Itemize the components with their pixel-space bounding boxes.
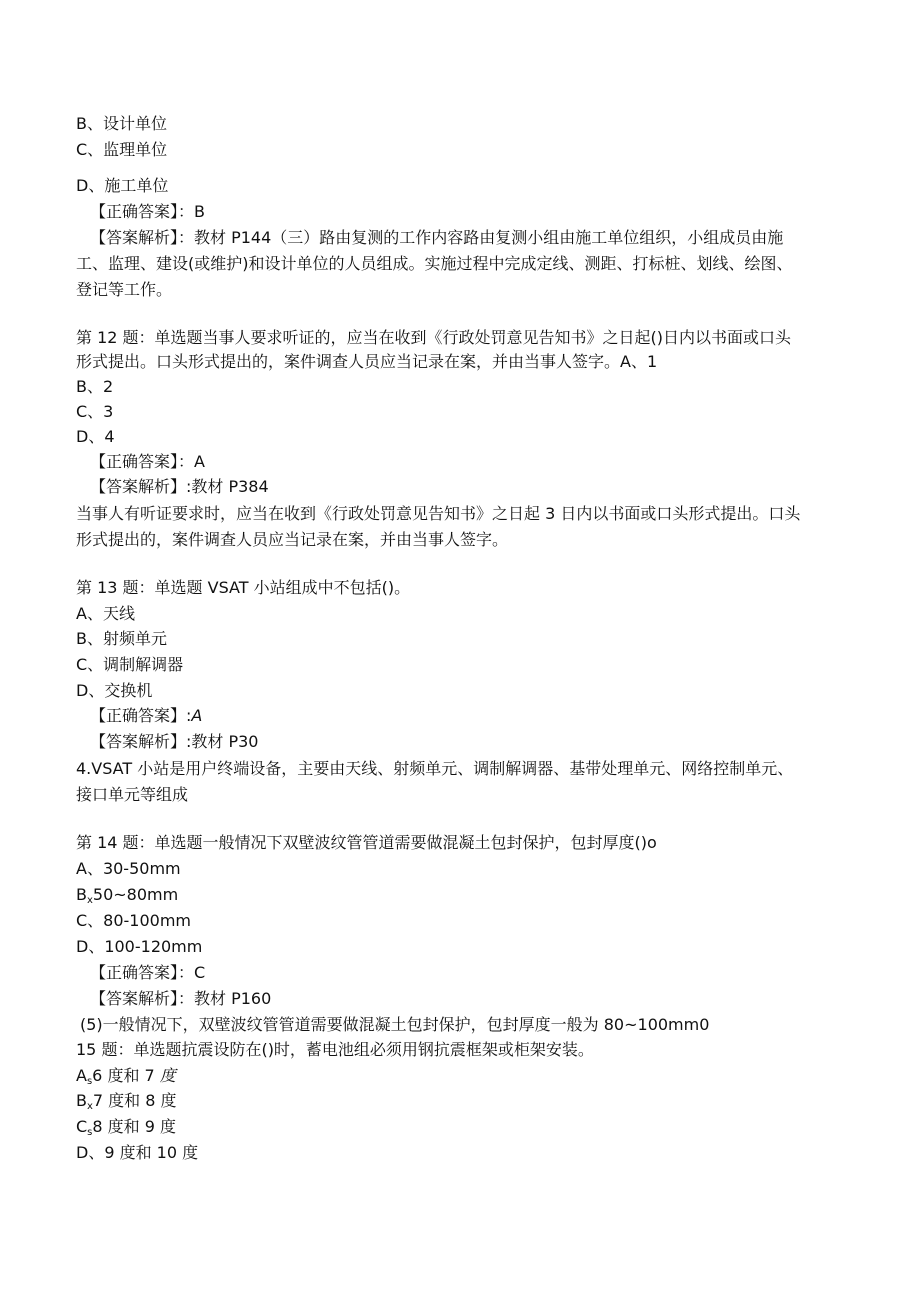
- q11-option-d: D、施工单位: [76, 176, 169, 195]
- q15-option-c-letter: C: [76, 1117, 88, 1136]
- q12-stem-line1: 第 12 题：单选题当事人要求听证的，应当在收到《行政处罚意见告知书》之日起()日内以书面或口头: [76, 328, 792, 347]
- q13-option-d: D、交换机: [76, 681, 153, 700]
- q11-analysis-line1: 【答案解析】：教材 P144（三）路由复测的工作内容路由复测小组由施工单位组织，小组成员由施: [90, 228, 784, 247]
- q13-option-b: B、射频单元: [76, 629, 167, 648]
- q13-analysis-ref: 【答案解析】:教材 P30: [90, 732, 259, 751]
- q14-answer: 【正确答案】：C: [90, 963, 206, 982]
- q14-stem: 第 14 题：单选题一般情况下双壁波纹管管道需要做混凝土包封保护，包封厚度()o: [76, 833, 657, 852]
- q15-option-d: D、9 度和 10 度: [76, 1143, 199, 1162]
- q15-option-b-text: 7 度和 8 度: [92, 1091, 177, 1110]
- q13-answer-value: A: [191, 706, 203, 725]
- q13-option-c: C、调制解调器: [76, 655, 184, 674]
- q15-option-a-sub: s: [86, 1076, 93, 1087]
- q13-answer: [90, 706, 202, 726]
- q11-analysis-line3: 登记等工作。: [76, 280, 173, 299]
- q15-option-a: [76, 1066, 176, 1092]
- q11-answer: 【正确答案】：B: [90, 202, 205, 221]
- q14-option-b-sub: x: [86, 895, 93, 906]
- q15-option-b: [76, 1091, 177, 1117]
- q14-option-b-letter: B: [76, 885, 87, 904]
- q13-answer-prefix: 【正确答案】:: [90, 706, 192, 725]
- q12-option-b: B、2: [76, 377, 114, 396]
- q13-analysis-line1: 4.VSAT 小站是用户终端设备，主要由天线、射频单元、调制解调器、基带处理单元、网络控制单元、: [76, 759, 794, 778]
- q14-option-c: C、80-100mm: [76, 911, 192, 930]
- q12-option-d: D、4: [76, 427, 115, 446]
- q11-option-b: B、设计单位: [76, 114, 167, 133]
- q14-analysis-ref: 【答案解析】：教材 P160: [90, 989, 272, 1008]
- q12-option-c: C、3: [76, 402, 114, 421]
- q12-analysis-line2: 形式提出的，案件调查人员应当记录在案，并由当事人签字。: [76, 530, 509, 549]
- q15-option-a-italic: 度: [159, 1066, 176, 1085]
- q15-option-b-sub: x: [86, 1101, 93, 1112]
- q14-option-b: [76, 885, 178, 911]
- q14-option-a: A、30-50mm: [76, 859, 181, 878]
- q12-stem-line2: 形式提出。口头形式提出的，案件调查人员应当记录在案，并由当事人签字。A、1: [76, 352, 658, 371]
- q11-analysis-line2: 工、监理、建设(或维护)和设计单位的人员组成。实施过程中完成定线、测距、打标桩、划线、绘图、: [76, 254, 793, 273]
- q13-option-a: A、天线: [76, 604, 135, 623]
- q15-option-c: [76, 1117, 176, 1143]
- q15-option-b-letter: B: [76, 1091, 87, 1110]
- q13-stem: 第 13 题：单选题 VSAT 小站组成中不包括()。: [76, 578, 411, 597]
- q15-option-c-sub: s: [87, 1127, 93, 1138]
- q12-analysis-ref: 【答案解析】:教材 P384: [90, 477, 269, 496]
- q14-option-d: D、100-120mm: [76, 937, 203, 956]
- q15-option-a-text: 6 度和 7: [92, 1066, 160, 1085]
- q14-analysis-line1: (5)一般情况下，双壁波纹管管道需要做混凝土包封保护，包封厚度一般为 80~100mm0: [80, 1015, 710, 1034]
- q13-analysis-line2: 接口单元等组成: [76, 785, 189, 804]
- q15-stem: 15 题：单选题抗震设防在()时，蓄电池组必须用钢抗震框架或柜架安装。: [76, 1040, 594, 1059]
- q11-option-c: C、监理单位: [76, 140, 168, 159]
- q15-option-c-text: 8 度和 9 度: [92, 1117, 177, 1136]
- q14-option-b-text: 50~80mm: [92, 885, 179, 904]
- q12-answer: 【正确答案】：A: [90, 452, 205, 471]
- q12-analysis-line1: 当事人有听证要求时，应当在收到《行政处罚意见告知书》之日起 3 日内以书面或口头形式提出。口头: [76, 504, 801, 523]
- q15-option-a-letter: A: [76, 1066, 87, 1085]
